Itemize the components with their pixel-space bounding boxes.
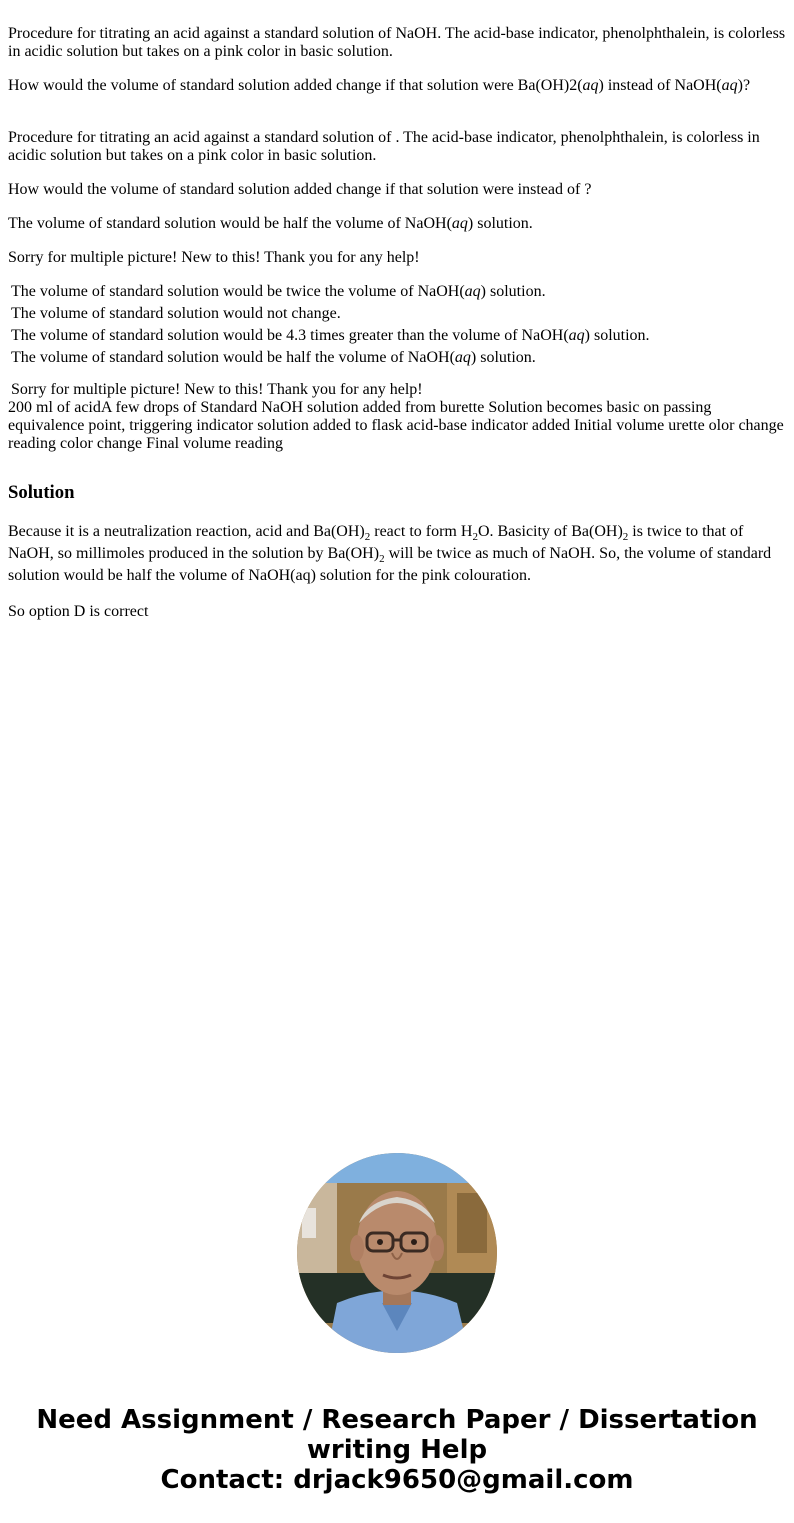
option-d: The volume of standard solution would be half the volume of NaOH(aq) solution. bbox=[11, 349, 536, 366]
option-c: The volume of standard solution would be 4.3 times greater than the volume of NaOH(aq) solution. bbox=[11, 327, 650, 344]
question-1: How would the volume of standard solution added change if that solution were Ba(OH)2(aq) instead of NaOH(aq)? bbox=[8, 77, 751, 94]
solution-conclusion: So option D is correct bbox=[8, 603, 149, 620]
question-intro-2: Procedure for titrating an acid against a standard solution of . The acid-base indicator, phenolphthalein, is colorless in acidic solution but takes on a pink color in basic solution. bbox=[8, 129, 760, 164]
avatar bbox=[297, 1153, 497, 1353]
option-a: The volume of standard solution would be twice the volume of NaOH(aq) solution. bbox=[11, 283, 546, 300]
solution-heading: Solution bbox=[8, 482, 75, 503]
option-b: The volume of standard solution would not change. bbox=[11, 305, 341, 322]
question-intro-1: Procedure for titrating an acid against a standard solution of NaOH. The acid-base indicator, phenolphthalein, is colorless in acidic solution but takes on a pink color in basic solution. bbox=[8, 25, 786, 60]
contact-banner bbox=[0, 1405, 794, 1495]
sorry-note-2: Sorry for multiple picture! New to this! Thank you for any help! bbox=[11, 381, 423, 398]
sorry-note-1: Sorry for multiple picture! New to this! Thank you for any help! bbox=[8, 249, 420, 266]
tutor-portrait-image bbox=[297, 1153, 497, 1353]
answer-options bbox=[8, 283, 786, 367]
document-body bbox=[8, 25, 786, 637]
selected-answer: The volume of standard solution would be half the volume of NaOH(aq) solution. bbox=[8, 215, 533, 232]
cta-contact: Contact: drjack9650@gmail.com bbox=[160, 1465, 634, 1495]
figure-text: 200 ml of acidA few drops of Standard NaOH solution added from burette Solution becomes basic on passing equivalence point, triggering indicator solution added to flask acid-base indicator added Initial volume urette olor change reading color change Final volume reading bbox=[8, 399, 784, 452]
solution-paragraph: Because it is a neutralization reaction, acid and $Ba(OH)_2$ react to form $H_2O$. Basicity of $Ba(OH)_2$ is twice to that of NaOH, so millimoles produced in the solution by $Ba(OH)_2$ will be twice as much of NaOH. So, the volume of standard solution would be half the volume of NaOH(aq) solution for the pink colouration. bbox=[8, 523, 772, 584]
question-2: How would the volume of standard solution added change if that solution were instead of ? bbox=[8, 181, 592, 198]
cta-line-1: Need Assignment / Research Paper / Dissertation bbox=[36, 1405, 758, 1435]
cta-line-2: writing Help bbox=[306, 1435, 488, 1465]
